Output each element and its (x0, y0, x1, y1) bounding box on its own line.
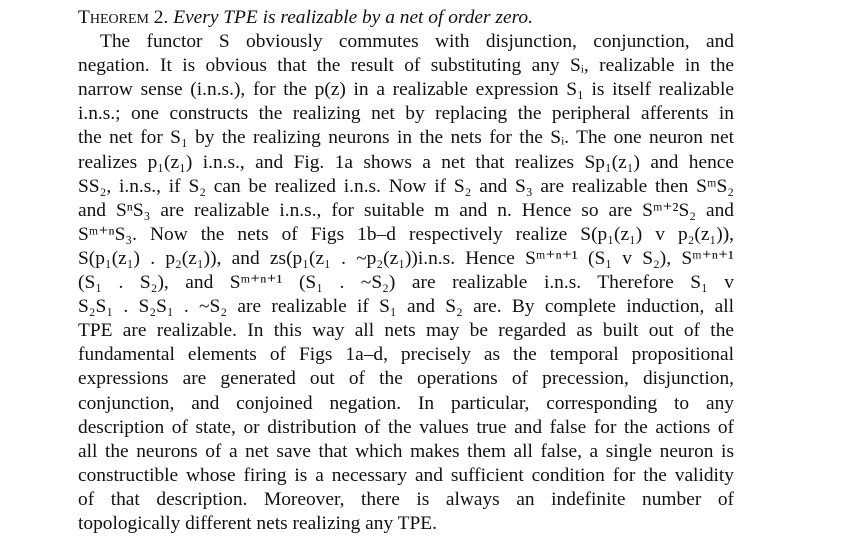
paragraph-line: TPE are realizable. In this way all nets may be regarded as built out of the (78, 320, 734, 342)
text-column (78, 6, 734, 536)
theorem-label: Theorem 2. (78, 7, 169, 28)
paragraph-line: (S₁ . S₂), and Sᵐ⁺ⁿ⁺¹ (S₁ . ~S₂) are realizable i.n.s. Therefore S₁ v (78, 272, 734, 294)
paragraph-line: expressions are generated out of the operations of precession, disjunction, (78, 368, 734, 390)
paragraph-line: the net for S₁ by the realizing neurons in the nets for the Sᵢ. The one neuron net (78, 127, 734, 149)
paragraph-line: and SⁿS₃ are realizable i.n.s., for suitable m and n. Hence so are Sᵐ⁺²S₂ and (78, 199, 734, 221)
theorem-statement: Every TPE is realizable by a net of order zero. (173, 7, 533, 28)
paragraph-line: conjunction, and conjoined negation. In particular, corresponding to any (78, 392, 734, 414)
paragraph-line: realizes p₁(z₁) i.n.s., and Fig. 1a shows a net that realizes Sp₁(z₁) and hence (78, 151, 734, 173)
paragraph-line: negation. It is obvious that the result of substituting any Sᵢ, realizable in the (78, 55, 734, 77)
paragraph-line: narrow sense (i.n.s.), for the p(z) in a realizable expression S₁ is itself realizable (78, 79, 734, 101)
paragraph-line: Sᵐ⁺ⁿS₃. Now the nets of Figs 1b–d respectively realize S(p₁(z₁) v p₂(z₁)), (78, 223, 734, 245)
paragraph-line: The functor S obviously commutes with disjunction, conjunction, and (100, 31, 734, 53)
paragraph-line: all the neurons of a net save that which makes them all false, a single neuron is (78, 440, 734, 462)
paragraph-line: i.n.s.; one constructs the realizing net by replacing the peripheral afferents in (78, 103, 734, 125)
paragraph-line: fundamental elements of Figs 1a–d, precisely as the temporal propositional (78, 344, 734, 366)
paragraph-line: topologically different nets realizing any TPE. (78, 512, 437, 534)
theorem-heading (78, 6, 734, 30)
paragraph-line: S₂S₁ . S₂S₁ . ~S₂ are realizable if S₁ and S₂ are. By complete induction, all (78, 296, 734, 318)
paragraph-line: constructible whose firing is a necessary and sufficient condition for the validity (78, 464, 734, 486)
paragraph-line: S(p₁(z₁) . p₂(z₁)), and zs(p₁(z₁ . ~p₂(z₁))i.n.s. Hence Sᵐ⁺ⁿ⁺¹ (S₁ v S₂), Sᵐ⁺ⁿ⁺¹ (78, 247, 734, 269)
paragraph-line: of that description. Moreover, there is always an indefinite number of (78, 488, 734, 510)
paragraph-line: SS₂, i.n.s., if S₂ can be realized i.n.s. Now if S₂ and S₃ are realizable then SᵐS₂ (78, 175, 734, 197)
paragraph-line: description of state, or distribution of the values true and false for the actions of (78, 416, 734, 438)
